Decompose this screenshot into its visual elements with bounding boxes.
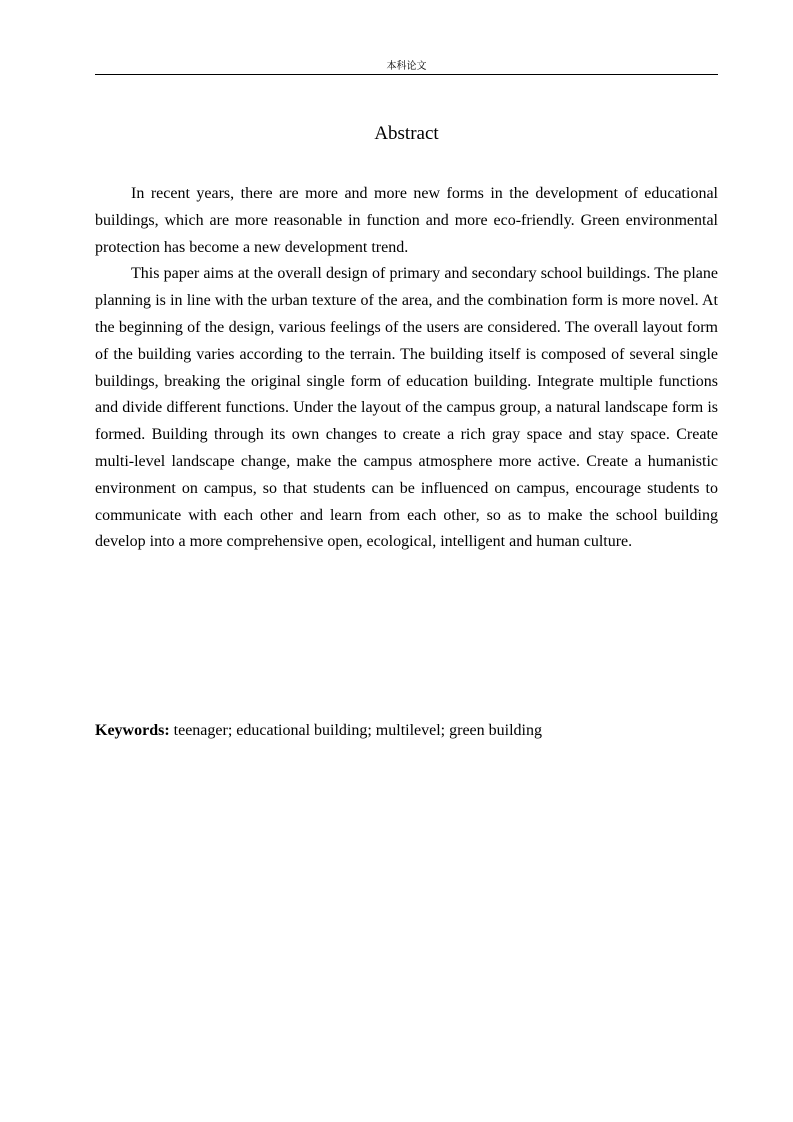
page-header: [95, 56, 718, 75]
abstract-title: Abstract: [374, 123, 439, 144]
keywords-line: [95, 718, 718, 744]
abstract-body: [95, 181, 718, 556]
keywords-label: Keywords:: [95, 722, 170, 739]
keywords-text: teenager; educational building; multilevel; green building: [169, 722, 542, 739]
abstract-paragraph-1: In recent years, there are more and more new forms in the development of educational buildings, which are more reasonable in function and more eco-friendly. Green environmental protection has become a new development trend.: [95, 185, 718, 256]
abstract-paragraph-2: This paper aims at the overall design of primary and secondary school buildings. The plane planning is in line with the urban texture of the area, and the combination form is more novel. At the beginning of the design, various feelings of the users are considered. The overall layout form of the building varies according to the terrain. The building itself is composed of several single buildings, breaking the original single form of education building. Integrate multiple functions and divide different functions. Under the layout of the campus group, a natural landscape form is formed. Building through its own changes to create a rich gray space and stay space. Create multi-level landscape change, make the campus atmosphere more active. Create a humanistic environment on campus, so that students can be influenced on campus, encourage students to communicate with each other and learn from each other, so as to make the school building develop into a more comprehensive open, ecological, intelligent and human culture.: [95, 265, 718, 551]
header-text: 本科论文: [386, 61, 427, 72]
